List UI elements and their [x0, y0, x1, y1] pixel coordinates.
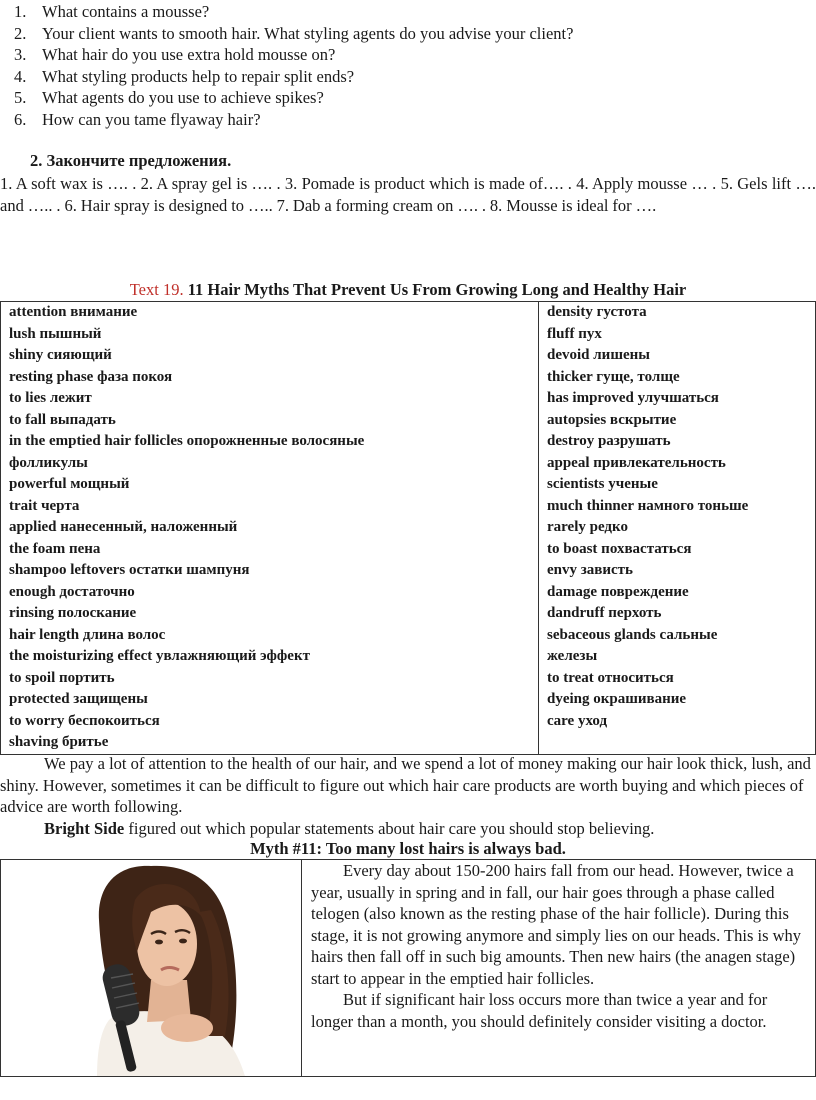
vocab-entry: to spoil портить: [9, 669, 115, 686]
vocab-entry: shaving бритье: [9, 734, 109, 750]
text-heading: [0, 280, 816, 300]
vocab-entry: density густота: [547, 304, 647, 320]
vocab-entry: enough достаточно: [9, 583, 135, 600]
question-text: What hair do you use extra hold mousse on?: [42, 45, 336, 65]
vocab-entry: dandruff перхоть: [547, 605, 662, 621]
vocab-entry: sebaceous glands сальные: [547, 626, 718, 643]
myth-paragraph-2: But if significant hair loss occurs more than twice a year and for longer than a month, you should definitely consider visiting a doctor.: [311, 990, 768, 1031]
intro-paragraph-2: [0, 818, 816, 840]
question-item: [14, 1, 804, 23]
vocab-entry: envy зависть: [547, 562, 633, 578]
question-item: [14, 66, 804, 88]
vocabulary-column-right: [539, 302, 816, 755]
vocab-entry: the moisturizing effect увлажняющий эффект: [9, 648, 310, 664]
vocab-entry: powerful мощный: [9, 476, 130, 492]
vocab-entry: to fall выпадать: [9, 411, 116, 428]
vocab-entry: protected защищены: [9, 691, 148, 707]
question-number: 3.: [14, 45, 27, 65]
myth-paragraph-1: Every day about 150-200 hairs fall from our head. However, twice a year, usually in spring and in fall, our hair goes through a phase called telogen (also known as the resting phase of the hair follicle). During this stage, it is not growing anymore and simply lies on our heads. This is why hairs then fall off in such big amounts. Then new hairs (the anagen stage) start to appear in the emptied hair follicles.: [311, 861, 802, 988]
woman-hairbrush-photo: [1, 860, 302, 1076]
question-item: [14, 44, 804, 66]
vocab-entry: hair length длина волос: [9, 626, 166, 643]
vocab-entry: to boast похвастаться: [547, 540, 692, 557]
vocab-entry: shiny сияющий: [9, 347, 112, 363]
question-number: 4.: [14, 66, 27, 86]
task2-sentences: 1. A soft wax is …. . 2. A spray gel is …. . 3. Pomade is product which is made of…. . 4. Apply mousse … . 5. Gels lift …. and ….. . 6. Hair spray is designed to ….. 7. Dab a forming cream on …. . 8. Mousse is ideal for ….: [0, 174, 816, 215]
bright-side-name: Bright Side: [44, 818, 125, 838]
question-number: 6.: [14, 109, 27, 129]
vocab-entry: железы: [547, 648, 598, 664]
question-text: What agents do you use to achieve spikes?: [42, 88, 324, 108]
myth-heading: Myth #11: Too many lost hairs is always bad.: [250, 839, 566, 858]
question-text: Your client wants to smooth hair. What styling agents do you advise your client?: [42, 23, 574, 43]
vocab-entry: trait черта: [9, 497, 80, 514]
text-title: 11 Hair Myths That Prevent Us From Growing Long and Healthy Hair: [187, 280, 687, 299]
question-text: What contains a mousse?: [42, 2, 210, 21]
vocab-entry: care уход: [547, 712, 608, 729]
myth-text: [311, 860, 807, 1032]
vocab-entry: the foam пена: [9, 540, 101, 557]
vocab-entry: scientists ученые: [547, 476, 658, 492]
question-list: [14, 1, 804, 131]
vocab-entry: resting phase фаза покоя: [9, 368, 173, 385]
question-number: 2.: [14, 23, 27, 43]
intro-paragraph-2-text: figured out which popular statements about hair care you should stop believing.: [124, 818, 655, 838]
question-text: How can you tame flyaway hair?: [42, 109, 261, 129]
woman-hairbrush-illustration: [1, 860, 301, 1076]
vocab-entry: thicker гуще, толще: [547, 368, 680, 385]
question-number: 5.: [14, 88, 27, 108]
intro-paragraph: We pay a lot of attention to the health of our hair, and we spend a lot of money making our hair look thick, lush, and shiny. However, sometimes it can be difficult to figure out which hair care products are worth buying and which pieces of advice are worth following.: [0, 754, 811, 816]
question-item: [14, 109, 804, 131]
vocab-entry: appeal привлекательность: [547, 454, 726, 471]
task2-heading: 2. Закончите предложения.: [30, 151, 232, 170]
vocab-entry: fluff пух: [547, 325, 602, 342]
vocabulary-table: [0, 301, 816, 755]
text-number-label: Text 19.: [129, 280, 184, 299]
question-item: [14, 87, 804, 109]
vocab-entry: attention внимание: [9, 304, 138, 320]
vocab-entry: rarely редко: [547, 519, 628, 535]
vocabulary-column-left: [1, 302, 539, 755]
vocab-entry: dyeing окрашивание: [547, 691, 687, 707]
vocab-entry: autopsies вскрытие: [547, 411, 677, 428]
question-number: 1.: [14, 2, 27, 21]
intro-text: [0, 753, 816, 839]
vocab-entry: damage повреждение: [547, 583, 689, 600]
vocab-entry: lush пышный: [9, 325, 102, 342]
vocab-entry: to lies лежит: [9, 390, 92, 406]
vocab-entry: to worry беспокоиться: [9, 712, 160, 729]
vocab-entry: фолликулы: [9, 454, 88, 471]
vocab-entry: rinsing полоскание: [9, 605, 137, 621]
myth-table: [0, 859, 816, 1077]
vocab-entry: in the emptied hair follicles опорожненные волосяные: [9, 433, 365, 449]
vocab-entry: shampoo leftovers остатки шампуня: [9, 562, 250, 578]
vocab-entry: destroy разрушать: [547, 433, 671, 449]
question-item: [14, 23, 804, 45]
question-text: What styling products help to repair split ends?: [42, 66, 355, 86]
vocab-entry: to treat относиться: [547, 669, 674, 686]
vocab-entry: has improved улучшаться: [547, 390, 719, 406]
vocab-entry: devoid лишены: [547, 347, 650, 363]
vocab-entry: applied нанесенный, наложенный: [9, 519, 238, 535]
vocabulary-row: [1, 302, 816, 755]
vocab-entry: much thinner намного тоньше: [547, 497, 749, 514]
